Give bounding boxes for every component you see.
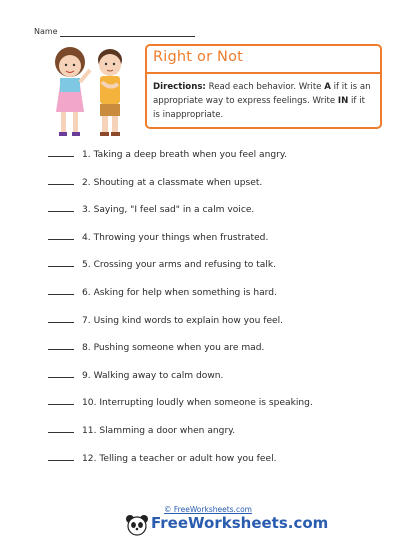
list-item	[48, 288, 378, 316]
answer-blank[interactable]	[48, 349, 74, 350]
directions-part-3: if it is inappropriate.	[153, 96, 365, 120]
answer-blank[interactable]	[48, 404, 74, 405]
name-line[interactable]	[60, 36, 195, 37]
worksheet-title: Right or Not	[153, 49, 244, 65]
kids-illustration	[40, 40, 140, 140]
item-text: 8. Pushing someone when you are mad.	[82, 343, 265, 354]
list-item	[48, 454, 378, 482]
logo-text: FreeWorksheets.com	[151, 514, 329, 532]
item-text: 3. Saying, "I feel sad" in a calm voice.	[82, 205, 255, 216]
code-in: IN	[337, 96, 349, 106]
answer-blank[interactable]	[48, 239, 74, 240]
list-item	[48, 398, 378, 426]
copyright-link[interactable]: © FreeWorksheets.com	[164, 505, 252, 514]
code-a: A	[324, 82, 331, 92]
panda-icon	[125, 514, 149, 536]
item-text: 5. Crossing your arms and refusing to talk.	[82, 260, 277, 271]
directions-part-1: Read each behavior. Write	[205, 82, 325, 92]
list-item	[48, 371, 378, 399]
boy-figure	[98, 49, 122, 136]
directions-text	[153, 80, 372, 122]
directions-box	[145, 44, 382, 129]
list-item	[48, 316, 378, 344]
answer-blank[interactable]	[48, 294, 74, 295]
item-text: 6. Asking for help when something is hard.	[82, 287, 277, 298]
item-text: 10. Interrupting loudly when someone is speaking.	[82, 398, 313, 409]
item-text: 9. Walking away to calm down.	[82, 370, 224, 381]
list-item	[48, 233, 378, 261]
list-item	[48, 205, 378, 233]
list-item	[48, 178, 378, 206]
name-label: Name	[34, 27, 58, 36]
answer-blank[interactable]	[48, 156, 74, 157]
answer-blank[interactable]	[48, 322, 74, 323]
list-item	[48, 260, 378, 288]
item-text: 4. Throwing your things when frustrated.	[82, 232, 269, 243]
list-item	[48, 150, 378, 178]
title-divider	[147, 72, 380, 74]
item-text: 7. Using kind words to explain how you feel.	[82, 315, 284, 326]
answer-blank[interactable]	[48, 377, 74, 378]
item-text: 1. Taking a deep breath when you feel angry.	[82, 150, 287, 160]
item-text: 11. Slamming a door when angry.	[82, 425, 236, 436]
answer-blank[interactable]	[48, 184, 74, 185]
answer-blank[interactable]	[48, 266, 74, 267]
directions-label: Directions:	[153, 82, 206, 92]
answer-blank[interactable]	[48, 432, 74, 433]
list-item	[48, 343, 378, 371]
behavior-list	[48, 150, 378, 481]
item-text: 12. Telling a teacher or adult how you feel.	[82, 453, 277, 464]
answer-blank[interactable]	[48, 211, 74, 212]
directions-part-2: if it is an appropriate way to express feelings. Write	[153, 82, 371, 106]
list-item	[48, 426, 378, 454]
girl-figure	[55, 47, 90, 136]
item-text: 2. Shouting at a classmate when upset.	[82, 177, 263, 188]
answer-blank[interactable]	[48, 460, 74, 461]
